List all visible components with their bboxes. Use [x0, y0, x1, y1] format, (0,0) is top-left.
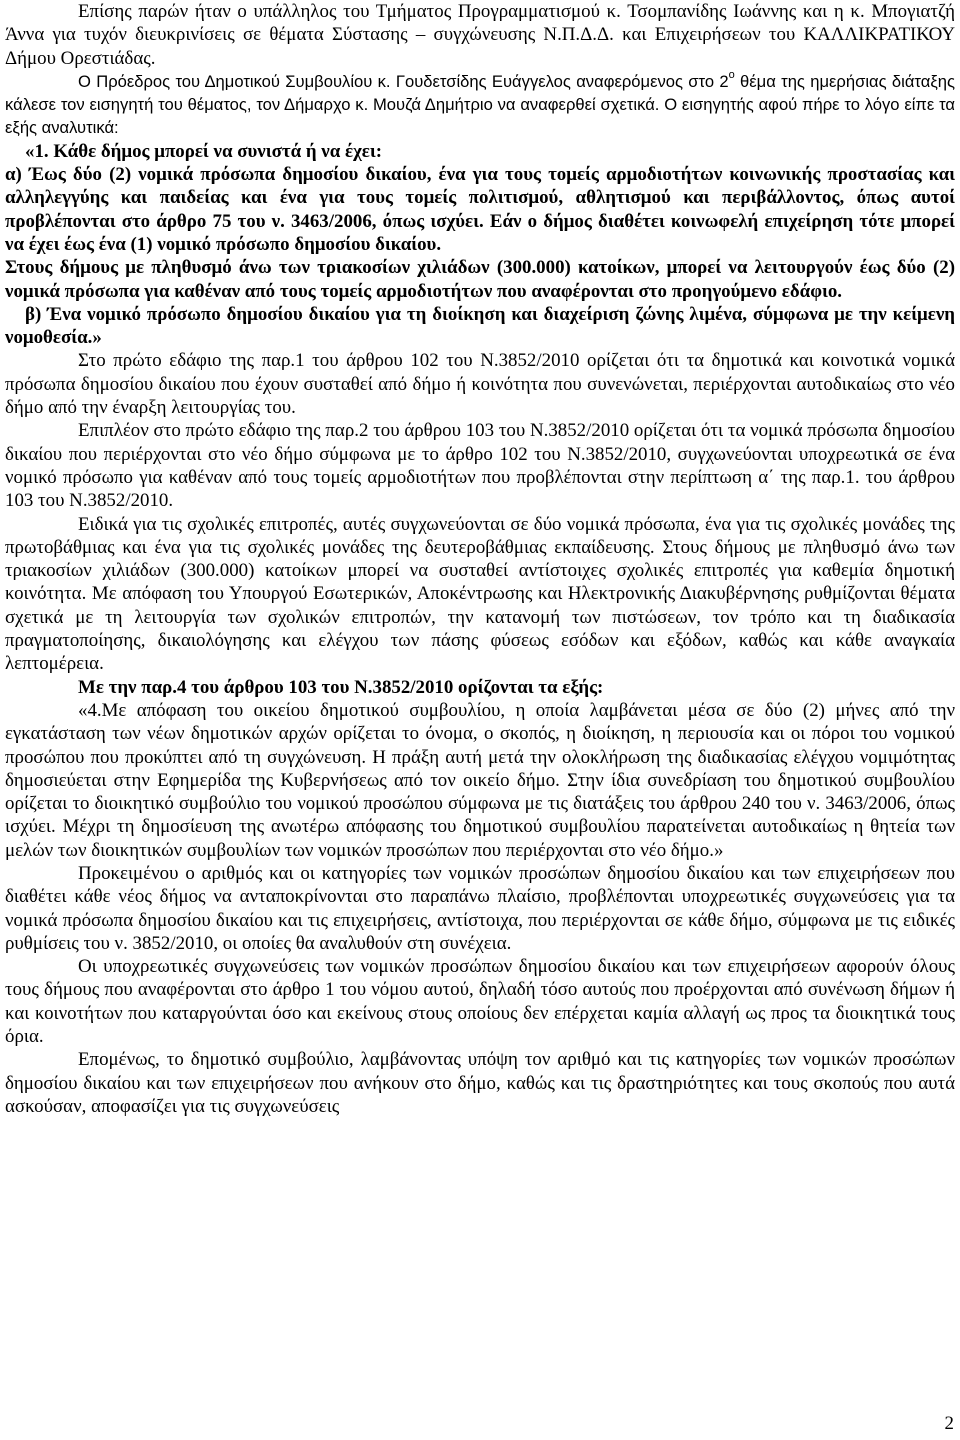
- quote-item-a: α) Έως δύο (2) νομικά πρόσωπα δημοσίου δικαίου, ένα για τους τομείς αρμοδιοτήτων κοινωνικής προστασίας και αλληλεγγύης και παιδείας και ένα για τους τομείς πολιτισμού, αθλητισμού και περιβάλλοντος, όπως αυτοί προβλέπονται στο άρθρο 75 του ν. 3463/2006, όπως ισχύει. Εάν ο δήμος διαθέτει κοινωφελή επιχείρηση τότε μπορεί να έχει έως ένα (1) νομικό πρόσωπο δημοσίου δικαίου.: [5, 164, 955, 255]
- paragraph-article-102: Στο πρώτο εδάφιο της παρ.1 του άρθρου 102 του Ν.3852/2010 ορίζεται ότι τα δημοτικά και κοινοτικά νομικά πρόσωπα δημοσίου δικαίου που έχουν συσταθεί από δήμο ή κοινότητα που συνενώνεται, περιέρχονται αυτοδικαίως στο νέο δήμο από την έναρξη λειτουργίας του.: [5, 350, 955, 419]
- paragraph-article-103-par2: Επιπλέον στο πρώτο εδάφιο της παρ.2 του άρθρου 103 του Ν.3852/2010 ορίζεται ότι τα νομικά πρόσωπα δημοσίου δικαίου που περιέρχονται στο νέο δήμο σύμφωνα με το άρθρο 102 του Ν.3852/2010, συγχωνεύονται υποχρεωτικά σε ένα νομικό πρόσωπο για καθέναν από τους τομείς αρμοδιοτήτων που προβλέπονται στην περίπτωση α΄ της παρ.1. του άρθρου 103 του Ν.3852/2010.: [5, 420, 955, 512]
- paragraph-attendance: Επίσης παρών ήταν ο υπάλληλος του Τμήματος Προγραμματισμού κ. Τσομπανίδης Ιωάννης και η κ. Μπογιατζή Άννα για τυχόν διευκρινίσεις σε θέματα Σύστασης – συγχώνευσης Ν.Π.Δ.Δ. και Επιχειρήσεων του ΚΑΛΛΙΚΡΑΤΙΚΟΥ Δήμου Ορεστιάδας.: [5, 1, 955, 69]
- paragraph-council-decision: Επομένως, το δημοτικό συμβούλιο, λαμβάνοντας υπόψη τον αριθμό και τις κατηγορίες των νομικών προσώπων δημοσίου δικαίου και των επιχειρήσεων που ανήκουν στο δήμο, καθώς και τις δραστηριότητες και τους σκοπούς που αυτά ασκούσαν, αποφασίζει για τις συγχωνεύσεις: [5, 1049, 955, 1117]
- ordinal-superscript: ο: [728, 69, 735, 82]
- quote-population-clause: Στους δήμους με πληθυσμό άνω των τριακοσίων χιλιάδων (300.000) κατοίκων, μπορεί να λειτουργούν έως δύο (2) νομικά πρόσωπα για καθέναν από τους τομείς αρμοδιοτήτων που αναφέρονται στο προηγούμενο εδάφιο.: [5, 257, 955, 302]
- document-page: [5, 0, 955, 1118]
- paragraph-mandatory-mergers: Προκειμένου ο αριθμός και οι κατηγορίες των νομικών προσώπων δημοσίου δικαίου και των επιχειρήσεων που διαθέτει κάθε νέος δήμος να ανταποκρίνονται στο παραπάνω πλαίσιο, προβλέπονται υποχρεωτικές συγχωνεύσεις για τα νομικά πρόσωπα δημοσίου δικαίου και τις επιχειρήσεις, αντίστοιχα, που περιέρχονται σε κάθε δήμο, σύμφωνα με τις ειδικές ρυθμίσεις του ν. 3852/2010, οι οποίες θα αναλυθούν στη συνέχεια.: [5, 862, 955, 954]
- quote-item-b: β) Ένα νομικό πρόσωπο δημοσίου δικαίου για τη διοίκηση και διαχείριση ζώνης λιμένα, σύμφωνα με την κείμενη νομοθεσία.»: [5, 303, 955, 349]
- intro-text-start: Ο Πρόεδρος του Δημοτικού Συμβουλίου κ. Γουδετσίδης Ευάγγελος αναφερόμενος στο 2: [78, 71, 729, 91]
- paragraph-school-committees: Ειδικά για τις σχολικές επιτροπές, αυτές συγχωνεύονται σε δύο νομικά πρόσωπα, ένα για τις σχολικές μονάδες της πρωτοβάθμιας και ένα για τις σχολικές μονάδες της δευτεροβάθμιας εκπαίδευσης. Στους δήμους με πληθυσμό άνω των τριακοσίων χιλιάδων (300.000) κατοίκων μπορεί να συσταθεί αντίστοιχες σχολικές επιτροπές για καθεμία δημοτική κοινότητα. Με απόφαση του Υπουργού Εσωτερικών, Αποκέντρωσης και Ηλεκτρονικής Διακυβέρνησης ρυθμίζονται θέματα σχετικά με τη λειτουργία των σχολικών επιτροπών, την κατανομή των πιστώσεων, τον τρόπο και τη διαδικασία πραγματοποίησης, δικαιολόγησης και ελέγχου των πάσης φύσεως εσόδων και εξόδων, καθώς και κάθε αναγκαία λεπτομέρεια.: [5, 513, 955, 675]
- heading-article-103-par4: Με την παρ.4 του άρθρου 103 του Ν.3852/2010 ορίζονται τα εξής:: [78, 676, 604, 698]
- paragraph-mergers-scope: Οι υποχρεωτικές συγχωνεύσεις των νομικών προσώπων δημοσίου δικαίου και των επιχειρήσεων αφορούν όλους τους δήμους που αναφέρονται στο άρθρο 1 του νόμου αυτού, δηλαδή τόσο αυτούς που προέρχονται από συνένωση δήμων ή και κοινοτήτων που καταργούνται όσο και εκείνους στους οποίους δεν επέρχεται καμία αλλαγή ως προς τα διοικητικά τους όρια.: [5, 956, 955, 1048]
- page-number: 2: [944, 1413, 954, 1434]
- paragraph-article-103-par4-quote: «4.Με απόφαση του οικείου δημοτικού συμβουλίου, η οποία λαμβάνεται μέσα σε δύο (2) μήνες από την εγκατάσταση των νέων δημοτικών αρχών ορίζεται το όνομα, ο σκοπός, η διοίκηση, η περιουσία και οι πόροι του νομικού προσώπου που προκύπτει από τη συγχώνευση. Η πράξη αυτή μετά την ολοκλήρωση της διαδικασίας ελέγχου νομιμότητας δημοσιεύεται στην Εφημερίδα της Κυβερνήσεως από τον οικείο δήμο. Στην ίδια συνεδρίαση του δημοτικού συμβουλίου ορίζεται το διοικητικό συμβούλιο του νομικού προσώπου σύμφωνα με τις διατάξεις του άρθρου 240 του ν. 3463/2006, όπως ισχύει. Μέχρι τη δημοσίευση της ανωτέρω απόφασης του δημοτικού συμβουλίου παρατείνεται αυτοδικαίως η θητεία των μελών των διοικητικών συμβουλίων των νομικών προσώπων που περιέρχονται στο νέο δήμο.»: [5, 699, 955, 861]
- paragraph-introduction: [5, 70, 955, 140]
- intro-text-end: θέμα της ημερήσιας διάταξης κάλεσε τον εισηγητή του θέματος, τον Δήμαρχο κ. Μουζά Δημήτριο να αναφερθεί σχετικά. Ο εισηγητής αφού πήρε το λόγο είπε τα εξής αναλυτικά:: [5, 71, 955, 138]
- quote-heading: «1. Κάθε δήμος μπορεί να συνιστά ή να έχει:: [25, 140, 383, 162]
